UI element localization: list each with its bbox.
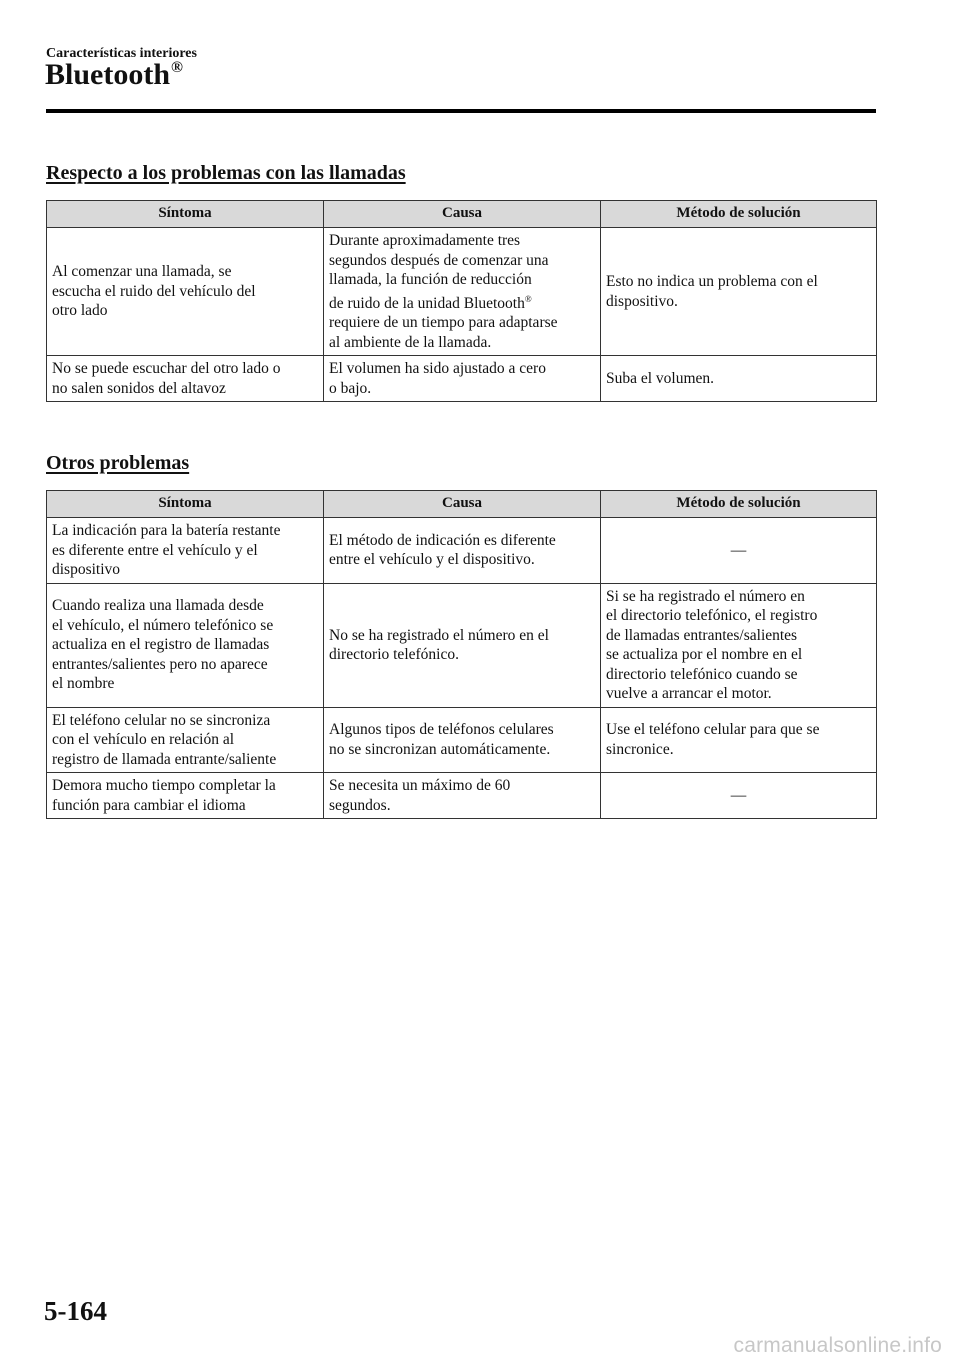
cause-cell: El método de indicación es diferente entre el vehículo y el dispositivo. (324, 518, 601, 584)
section-label: Características interiores (46, 46, 197, 61)
solution-cell: — (601, 773, 877, 819)
cause-cell: No se ha registrado el número en el directorio telefónico. (324, 583, 601, 707)
table-row (47, 228, 877, 356)
table-header-row (47, 491, 877, 518)
symptom-cell: No se puede escuchar del otro lado o no salen sonidos del altavoz (47, 356, 324, 402)
symptom-cell: Cuando realiza una llamada desde el vehículo, el número telefónico se actualiza en el registro de llamadas entrantes/salientes pero no aparece el nombre (47, 583, 324, 707)
table-row (47, 583, 877, 707)
column-header-cause: Causa (324, 201, 601, 228)
calls-problems-table (46, 200, 877, 402)
solution-cell: — (601, 518, 877, 584)
symptom-cell: Demora mucho tiempo completar la función para cambiar el idioma (47, 773, 324, 819)
cause-cell: Algunos tipos de teléfonos celulares no se sincronizan automáticamente. (324, 707, 601, 773)
table-row (47, 518, 877, 584)
cause-cell: Se necesita un máximo de 60 segundos. (324, 773, 601, 819)
cause-text-pre: Durante aproximadamente tres segundos después de comenzar una llamada, la función de reducción de ruido de la unidad Bluetooth (329, 232, 549, 312)
table-row (47, 773, 877, 819)
solution-cell: Si se ha registrado el número en el directorio telefónico, el registro de llamadas entrantes/salientes se actualiza por el nombre en el directorio telefónico cuando se vuelve a arrancar el motor. (601, 583, 877, 707)
watermark-text: carmanualsonline.info (733, 1334, 942, 1357)
table-header-row (47, 201, 877, 228)
table-row (47, 356, 877, 402)
column-header-solution: Método de solución (601, 201, 877, 228)
other-problems-table (46, 490, 877, 819)
symptom-cell: La indicación para la batería restante es diferente entre el vehículo y el dispositivo (47, 518, 324, 584)
solution-cell: Suba el volumen. (601, 356, 877, 402)
column-header-solution: Método de solución (601, 491, 877, 518)
cause-text-post: requiere de un tiempo para adaptarse al ambiente de la llamada. (329, 314, 558, 351)
table-row (47, 707, 877, 773)
symptom-cell: El teléfono celular no se sincroniza con el vehículo en relación al registro de llamada entrante/saliente (47, 707, 324, 773)
registered-mark: ® (171, 59, 183, 76)
other-section-heading: Otros problemas (46, 452, 190, 474)
solution-cell: Esto no indica un problema con el dispositivo. (601, 228, 877, 356)
symptom-cell: Al comenzar una llamada, se escucha el ruido del vehículo del otro lado (47, 228, 324, 356)
cause-cell: El volumen ha sido ajustado a cero o bajo. (324, 356, 601, 402)
title-rule (46, 109, 876, 113)
page-number: 5-164 (44, 1296, 107, 1326)
column-header-symptom: Síntoma (47, 201, 324, 228)
registered-mark: ® (524, 293, 532, 304)
chapter-title-text: Bluetooth (45, 58, 171, 91)
solution-cell: Use el teléfono celular para que se sincronice. (601, 707, 877, 773)
calls-section-heading: Respecto a los problemas con las llamadas (46, 162, 406, 184)
column-header-cause: Causa (324, 491, 601, 518)
cause-cell (324, 228, 601, 356)
chapter-title (45, 60, 183, 90)
column-header-symptom: Síntoma (47, 491, 324, 518)
